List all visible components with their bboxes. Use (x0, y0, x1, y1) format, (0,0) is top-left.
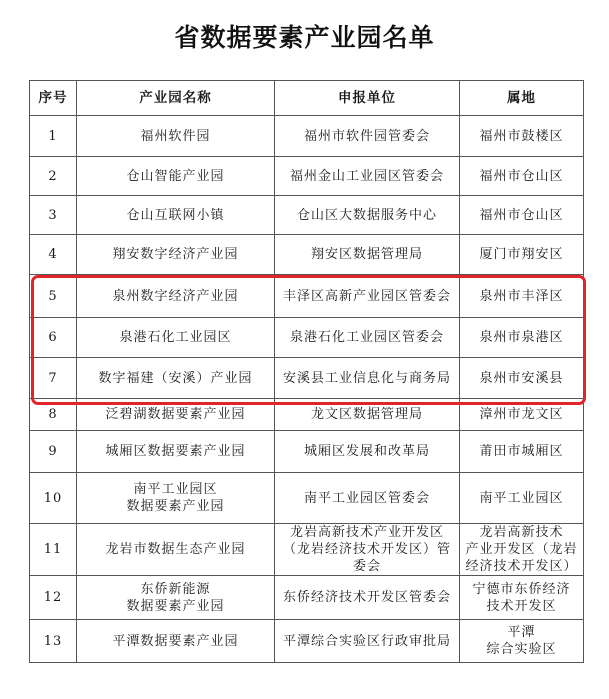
cell-no-text: 3 (48, 207, 58, 223)
cell-park-name-text: 仓山智能产业园 (126, 168, 225, 184)
cell-applicant-text: 城厢区发展和改革局 (303, 444, 430, 459)
cell-location (460, 399, 584, 431)
cell-applicant-text: 安溪县工业信息化与商务局 (282, 370, 451, 386)
cell-location (460, 431, 584, 473)
table-row (30, 620, 584, 663)
cell-applicant (275, 473, 460, 524)
cell-park-name-text: 泉港石化工业园区 (119, 330, 232, 345)
cell-park-name-text: 福州软件园 (140, 128, 211, 144)
cell-no-text: 9 (48, 444, 58, 459)
cell-applicant-text: 福州市软件园管委会 (303, 128, 430, 144)
cell-applicant-text: 龙文区数据管理局 (310, 407, 423, 422)
cell-location (460, 318, 584, 358)
cell-location (460, 524, 584, 576)
cell-applicant-text: 翔安区数据管理局 (310, 247, 423, 262)
cell-location-text: 福州市仓山区 (479, 168, 564, 184)
cell-location (460, 620, 584, 663)
cell-applicant-text: 东侨经济技术开发区管委会 (282, 590, 451, 605)
cell-no-text: 8 (48, 407, 58, 422)
cell-park-name-text: 龙岩市数据生态产业园 (105, 542, 246, 557)
cell-park-name (77, 116, 275, 157)
cell-location-text: 漳州市龙文区 (479, 407, 564, 422)
cell-no (30, 399, 77, 431)
table-row (30, 196, 584, 235)
cell-park-name (77, 318, 275, 358)
table-row (30, 576, 584, 620)
cell-applicant-text: 福州金山工业园区管委会 (289, 168, 444, 184)
cell-no (30, 318, 77, 358)
table-row (30, 235, 584, 275)
header-applicant: 申报单位 (275, 81, 460, 116)
cell-location-text: 泉州市丰泽区 (479, 288, 564, 304)
cell-applicant (275, 235, 460, 275)
cell-location (460, 157, 584, 196)
cell-park-name (77, 399, 275, 431)
cell-location (460, 196, 584, 235)
cell-location-text: 福州市鼓楼区 (479, 128, 564, 144)
cell-location-text: 南平工业园区 (479, 490, 564, 506)
table-row (30, 275, 584, 318)
cell-park-name (77, 157, 275, 196)
cell-no (30, 275, 77, 318)
cell-park-name-text: 南平工业园区 数据要素产业园 (126, 482, 225, 514)
cell-applicant (275, 196, 460, 235)
cell-location-text: 泉州市泉港区 (479, 330, 564, 345)
cell-location (460, 358, 584, 399)
header-park-name: 产业园名称 (77, 81, 275, 116)
cell-no-text: 10 (43, 490, 63, 506)
park-list-table (29, 80, 584, 663)
cell-no (30, 431, 77, 473)
cell-location (460, 235, 584, 275)
cell-applicant (275, 275, 460, 318)
cell-location-text: 龙岩高新技术 产业开发区（龙岩 经济技术开发区） (465, 525, 578, 574)
table-row (30, 431, 584, 473)
cell-park-name-text: 平潭数据要素产业园 (112, 633, 239, 649)
cell-location (460, 473, 584, 524)
cell-applicant (275, 576, 460, 620)
cell-no (30, 358, 77, 399)
cell-no-text: 13 (43, 633, 63, 649)
table-row (30, 358, 584, 399)
cell-no (30, 576, 77, 620)
page-title: 省数据要素产业园名单 (174, 23, 435, 52)
header-location: 属地 (460, 81, 584, 116)
cell-no (30, 473, 77, 524)
cell-park-name-text: 东侨新能源 数据要素产业园 (126, 581, 225, 614)
header-no: 序号 (30, 81, 77, 116)
cell-applicant-text: 仓山区大数据服务中心 (296, 207, 437, 223)
cell-no (30, 524, 77, 576)
cell-no-text: 1 (48, 128, 58, 144)
cell-location (460, 116, 584, 157)
cell-no (30, 235, 77, 275)
cell-park-name (77, 235, 275, 275)
cell-park-name-text: 泛碧湖数据要素产业园 (105, 407, 246, 422)
cell-park-name-text: 数字福建（安溪）产业园 (98, 370, 253, 386)
cell-park-name (77, 576, 275, 620)
cell-park-name-text: 仓山互联网小镇 (126, 207, 225, 223)
cell-location-text: 莆田市城厢区 (479, 444, 564, 459)
cell-no (30, 157, 77, 196)
cell-location-text: 厦门市翔安区 (479, 247, 564, 262)
cell-park-name (77, 196, 275, 235)
table-row (30, 116, 584, 157)
cell-park-name (77, 431, 275, 473)
cell-applicant-text: 南平工业园区管委会 (303, 490, 430, 506)
cell-applicant-text: 龙岩高新技术产业开发区 （龙岩经济技术开发区）管委会 (282, 525, 451, 574)
cell-applicant (275, 620, 460, 663)
table-header-row (30, 81, 584, 116)
cell-applicant (275, 431, 460, 473)
cell-location (460, 576, 584, 620)
cell-applicant (275, 399, 460, 431)
cell-park-name-text: 泉州数字经济产业园 (112, 288, 239, 304)
table-row (30, 399, 584, 431)
cell-no-text: 12 (43, 590, 63, 605)
cell-park-name-text: 翔安数字经济产业园 (112, 247, 239, 262)
cell-applicant (275, 358, 460, 399)
table-row (30, 473, 584, 524)
cell-location (460, 275, 584, 318)
cell-applicant (275, 157, 460, 196)
cell-applicant-text: 丰泽区高新产业园区管委会 (282, 288, 451, 304)
cell-location-text: 平潭 综合实验区 (486, 625, 557, 657)
cell-location-text: 宁德市东侨经济 技术开发区 (472, 581, 571, 614)
cell-applicant-text: 平潭综合实验区行政审批局 (282, 633, 451, 649)
cell-no-text: 11 (43, 542, 63, 557)
cell-applicant (275, 318, 460, 358)
cell-applicant-text: 泉港石化工业园区管委会 (289, 330, 444, 345)
cell-location-text: 福州市仓山区 (479, 207, 564, 223)
cell-no-text: 2 (48, 168, 58, 184)
cell-applicant (275, 524, 460, 576)
cell-no-text: 5 (48, 288, 58, 304)
cell-no (30, 620, 77, 663)
cell-no-text: 6 (48, 330, 58, 345)
table-row (30, 318, 584, 358)
cell-park-name (77, 275, 275, 318)
cell-park-name (77, 473, 275, 524)
cell-location-text: 泉州市安溪县 (479, 370, 564, 386)
cell-no (30, 196, 77, 235)
cell-applicant (275, 116, 460, 157)
table-row (30, 524, 584, 576)
cell-park-name (77, 358, 275, 399)
cell-park-name (77, 620, 275, 663)
cell-park-name-text: 城厢区数据要素产业园 (105, 444, 246, 459)
cell-no-text: 4 (48, 247, 58, 262)
cell-park-name (77, 524, 275, 576)
cell-no (30, 116, 77, 157)
table-row (30, 157, 584, 196)
cell-no-text: 7 (48, 370, 58, 386)
